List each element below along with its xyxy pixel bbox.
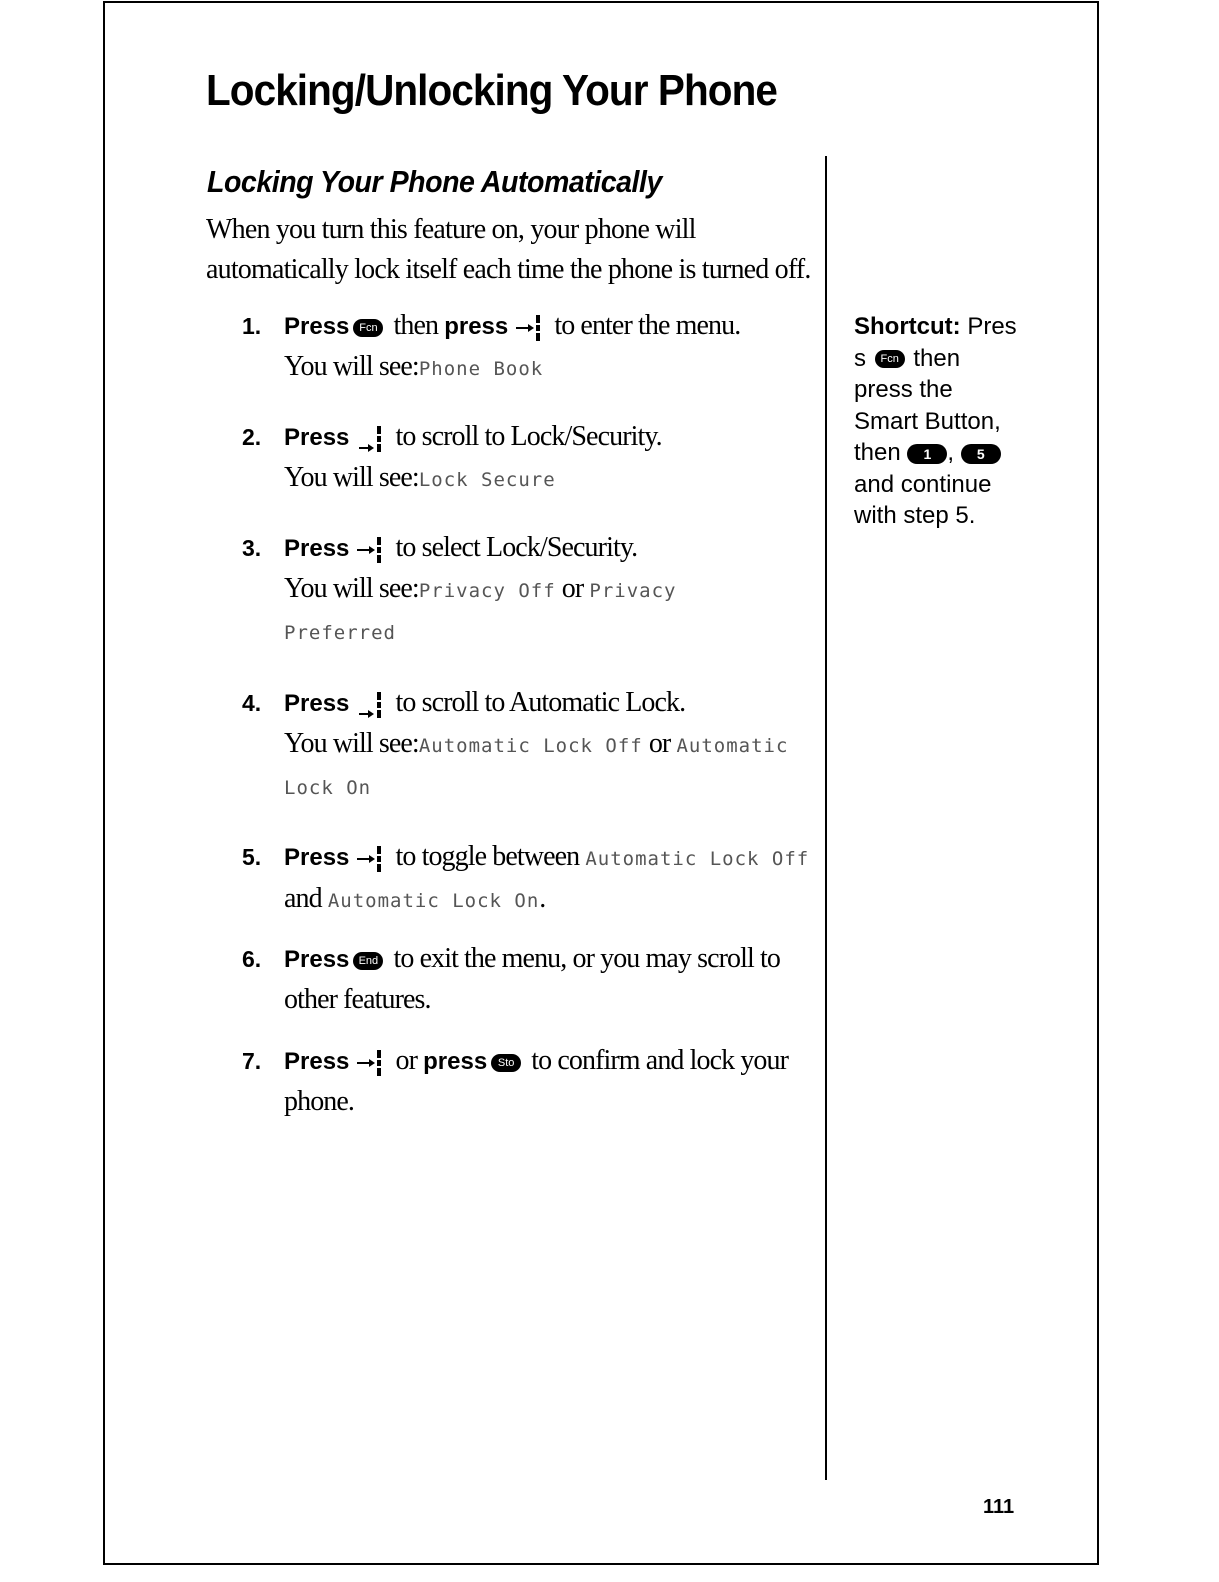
press-label: Press bbox=[284, 690, 350, 717]
lcd-continued bbox=[284, 766, 814, 808]
step-text bbox=[284, 417, 814, 500]
step-text bbox=[284, 1041, 814, 1122]
step-line: other features. bbox=[284, 984, 431, 1015]
section-title: Locking Your Phone Automatically bbox=[207, 164, 662, 199]
page-number: 111 bbox=[983, 1496, 1015, 1518]
press-label: Press bbox=[284, 424, 350, 451]
lcd-text: Privacy bbox=[589, 580, 677, 602]
shortcut-text: then bbox=[854, 439, 908, 466]
press-label: Press bbox=[284, 535, 350, 562]
lcd-text: Lock On bbox=[284, 777, 372, 799]
step-text bbox=[284, 306, 814, 389]
key-5-icon: 5 bbox=[961, 444, 1001, 464]
lcd-text: Automatic Lock On bbox=[327, 890, 540, 912]
key-1-icon: 1 bbox=[907, 444, 947, 464]
intro-line: automatically lock itself each time the phone is turned off. bbox=[206, 254, 811, 285]
column-divider bbox=[825, 156, 827, 1480]
lcd-continued bbox=[284, 611, 814, 653]
lcd-text: Lock Secure bbox=[418, 469, 556, 491]
step-text bbox=[284, 939, 814, 1020]
press-label: press bbox=[444, 313, 509, 340]
end-key-icon: End bbox=[353, 952, 383, 970]
press-label: Press bbox=[284, 946, 350, 973]
see-label: You will see: bbox=[284, 573, 419, 604]
nav-scroll-icon bbox=[355, 688, 383, 722]
intro-line: When you turn this feature on, your phone will bbox=[206, 214, 696, 245]
shortcut-text: press the bbox=[854, 376, 953, 403]
step-number: 1. bbox=[242, 313, 262, 339]
see-label: You will see: bbox=[284, 462, 419, 493]
press-label: Press bbox=[284, 844, 350, 871]
step-text-part: to select Lock/Security. bbox=[389, 532, 638, 563]
nav-select-icon bbox=[514, 311, 542, 345]
step-number: 4. bbox=[242, 690, 262, 716]
or-text: or bbox=[555, 573, 590, 604]
you-will-see bbox=[284, 458, 814, 500]
step-text-part: or bbox=[389, 1045, 424, 1076]
shortcut-text: s bbox=[854, 344, 873, 372]
page-title: Locking/Unlocking Your Phone bbox=[206, 66, 777, 115]
fcn-key-icon: Fcn bbox=[353, 319, 383, 337]
shortcut-text: Smart Button, bbox=[854, 407, 1001, 435]
lcd-text: Automatic bbox=[676, 735, 789, 757]
and-text: and bbox=[284, 883, 328, 914]
nav-select-icon bbox=[355, 1046, 383, 1080]
you-will-see bbox=[284, 347, 814, 389]
period-text: . bbox=[539, 883, 546, 914]
shortcut-text: with step 5. bbox=[854, 502, 976, 529]
step-line: phone. bbox=[284, 1086, 355, 1117]
step-number: 2. bbox=[242, 424, 262, 450]
step-text-part: to confirm and lock your bbox=[525, 1045, 789, 1076]
nav-select-icon bbox=[355, 533, 383, 567]
step-text-part: to exit the menu, or you may scroll to bbox=[387, 943, 780, 974]
press-label: Press bbox=[284, 1048, 350, 1075]
fcn-key-icon: Fcn bbox=[875, 350, 905, 368]
press-label: Press bbox=[284, 313, 350, 340]
see-label: You will see: bbox=[284, 728, 419, 759]
step-text bbox=[284, 837, 814, 921]
you-will-see bbox=[284, 569, 814, 611]
nav-select-icon bbox=[355, 842, 383, 876]
step-text-part: to toggle between bbox=[389, 841, 586, 872]
step-text bbox=[284, 683, 814, 808]
see-label: You will see: bbox=[284, 351, 419, 382]
step-number: 5. bbox=[242, 844, 262, 870]
step-text bbox=[284, 528, 814, 653]
nav-scroll-icon bbox=[355, 422, 383, 456]
shortcut-text: , bbox=[947, 439, 961, 466]
press-label: press bbox=[423, 1048, 488, 1075]
shortcut-text: Pres bbox=[960, 313, 1017, 340]
shortcut-label: Shortcut: bbox=[854, 313, 961, 340]
step-text-part: to scroll to Automatic Lock. bbox=[389, 687, 686, 718]
sto-key-icon: Sto bbox=[491, 1054, 521, 1072]
shortcut-text: then bbox=[906, 344, 961, 372]
step-text-part: to scroll to Lock/Security. bbox=[389, 421, 662, 452]
step-text-part: to enter the menu. bbox=[548, 310, 741, 341]
step-text-part: then bbox=[387, 310, 445, 341]
lcd-text: Preferred bbox=[284, 622, 396, 644]
lcd-text: Privacy Off bbox=[418, 580, 556, 602]
or-text: or bbox=[642, 728, 677, 759]
step-number: 3. bbox=[242, 535, 262, 561]
shortcut-note bbox=[854, 311, 1034, 532]
you-will-see bbox=[284, 724, 814, 766]
step-number: 6. bbox=[242, 946, 262, 972]
step-number: 7. bbox=[242, 1048, 262, 1074]
lcd-text: Automatic Lock Off bbox=[418, 735, 643, 757]
shortcut-text: and continue bbox=[854, 470, 992, 498]
intro-paragraph bbox=[206, 210, 826, 290]
lcd-text: Phone Book bbox=[418, 358, 544, 380]
step-line bbox=[284, 879, 814, 921]
lcd-text: Automatic Lock Off bbox=[585, 848, 810, 870]
